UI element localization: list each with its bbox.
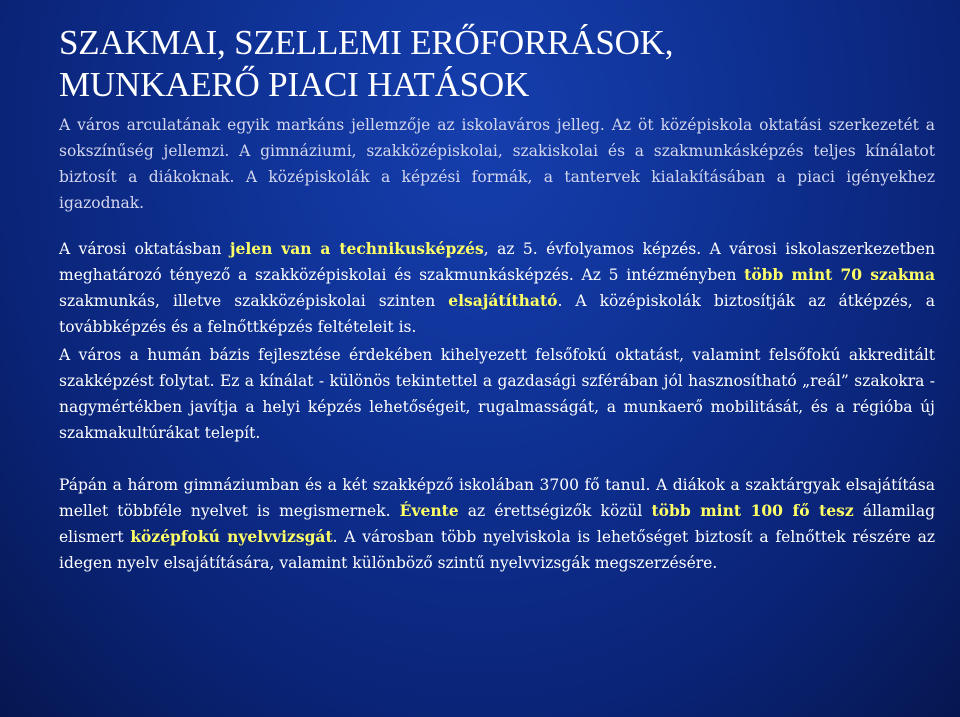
text-run: Pápán a három gimnáziumban és a két szakképző iskolában 3700 fő tanul. A diákok a szaktárgyak elsajátítása mellet többféle nyelvet is megismernek. — [59, 476, 935, 520]
text-run: . A városban több nyelviskola is lehetőséget biztosít a felnőttek részére az idegen nyelv elsajátítására, valamint különböző szintű nyelvvizsgák megszerzésére. — [59, 528, 935, 572]
text-run: A városi oktatásban — [59, 240, 230, 258]
text-run: az érettségizők közül — [458, 502, 652, 520]
spacer — [59, 216, 935, 236]
paragraph-school-town: A város arculatának egyik markáns jellemzője az iskolaváros jelleg. Az öt középiskola oktatási szerkezetét a sokszínűség jellemzi. A gimnáziumi, szakközépiskolai, szakiskolai és a szakmunkásképzés teljes kínálatot biztosít a diákoknak. A középiskolák a képzési formák, a tantervek kialakításában a piaci igényekhez igazodnak. — [59, 116, 935, 212]
paragraph-higher-education: A város a humán bázis fejlesztése érdekében kihelyezett felsőfokú oktatást, valamint felsőfokú akkreditált szakképzést folytat. Ez a kínálat - különös tekintettel a gazdasági szférában jól hasznosítható „reál” szakokra - nagymértékben javítja a helyi képzés lehetőségeit, rugalmasságát, a munkaerő mobilitását, és a régióba új szakmakultúrákat telepít. — [59, 346, 935, 442]
highlight-learnable: elsajátítható — [448, 291, 558, 310]
paragraph-vocational-training — [59, 236, 935, 340]
text-run: . A középiskolák biztosítják az átképzés, a továbbképzés és a felnőttképzés feltételeit is. — [59, 292, 935, 336]
text-run: , az 5. évfolyamos képzés. A városi iskolaszerkezetben meghatározó tényező a szakközépiskolai és szakmunkásképzés. Az 5 intézményben — [59, 240, 935, 284]
slide-title — [59, 22, 935, 106]
highlight-professions-count: több mint 70 szakma — [744, 265, 935, 284]
paragraph-language-exams — [59, 472, 935, 576]
highlight-technical-training: jelen van a technikusképzés — [229, 239, 484, 258]
slide-content — [59, 22, 935, 576]
highlight-annually: Évente — [399, 501, 459, 520]
slide-title-line-1: SZAKMAI, SZELLEMI ERŐFORRÁSOK, — [59, 23, 674, 62]
highlight-students-count: több mint 100 fő tesz — [651, 501, 854, 520]
slide-title-line-2: MUNKAERŐ PIACI HATÁSOK — [59, 65, 530, 104]
highlight-language-exam: középfokú nyelvvizsgát — [130, 527, 333, 546]
text-run: szakmunkás, illetve szakközépiskolai szinten — [59, 292, 449, 310]
spacer — [59, 446, 935, 472]
text-run: államilag elismert — [59, 502, 936, 546]
